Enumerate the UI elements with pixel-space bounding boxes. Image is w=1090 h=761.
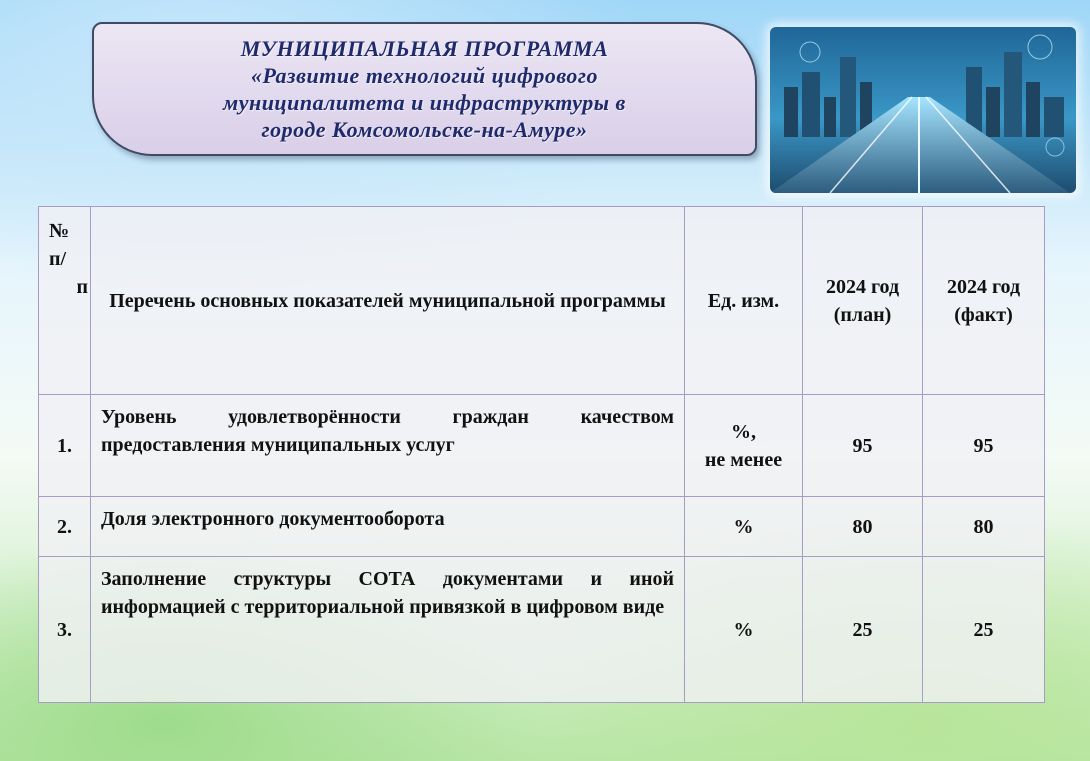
header-number-line-2: п/ bbox=[49, 248, 67, 270]
title-line-4: городе Комсомольске-на-Амуре» bbox=[261, 117, 588, 142]
header-plan-2024: 2024 год (план) bbox=[803, 207, 923, 395]
title-line-2: «Развитие технологий цифрового bbox=[250, 63, 599, 88]
row-unit: % bbox=[685, 497, 803, 557]
table-row bbox=[39, 497, 1045, 557]
title-line-3: муниципалитета и инфраструктуры в bbox=[223, 90, 626, 115]
header-unit: Ед. изм. bbox=[685, 207, 803, 395]
row-indicator-name: Доля электронного документооборота bbox=[91, 497, 685, 557]
row-fact-value: 80 bbox=[923, 497, 1045, 557]
row-unit-line-2: не менее bbox=[704, 448, 783, 471]
title-line-1: МУНИЦИПАЛЬНАЯ ПРОГРАММА bbox=[240, 36, 609, 61]
indicators-table bbox=[38, 206, 1045, 703]
program-title-banner bbox=[92, 22, 757, 156]
table-header-row bbox=[39, 207, 1045, 395]
row-plan-value: 25 bbox=[803, 557, 923, 703]
row-number: 3. bbox=[39, 557, 91, 703]
row-fact-value: 95 bbox=[923, 395, 1045, 497]
header-indicator-list: Перечень основных показателей муниципальной программы bbox=[91, 207, 685, 395]
row-number: 1. bbox=[39, 395, 91, 497]
row-unit bbox=[685, 395, 803, 497]
header-number-line-3: п bbox=[76, 276, 88, 298]
row-plan-value: 95 bbox=[803, 395, 923, 497]
row-indicator-name: Уровень удовлетворённости граждан качеством предоставления муниципальных услуг bbox=[91, 395, 685, 497]
row-fact-value: 25 bbox=[923, 557, 1045, 703]
header-number bbox=[39, 207, 91, 395]
row-number: 2. bbox=[39, 497, 91, 557]
row-unit-line-1: %, bbox=[731, 420, 756, 443]
header-number-line-1: № bbox=[49, 220, 70, 242]
header-fact-2024: 2024 год (факт) bbox=[923, 207, 1045, 395]
table-row bbox=[39, 395, 1045, 497]
table-row bbox=[39, 557, 1045, 703]
row-indicator-name: Заполнение структуры СОТА документами и иной информацией с территориальной привязкой в цифровом виде bbox=[91, 557, 685, 703]
row-unit: % bbox=[685, 557, 803, 703]
smart-city-highway-image bbox=[770, 27, 1076, 193]
row-plan-value: 80 bbox=[803, 497, 923, 557]
